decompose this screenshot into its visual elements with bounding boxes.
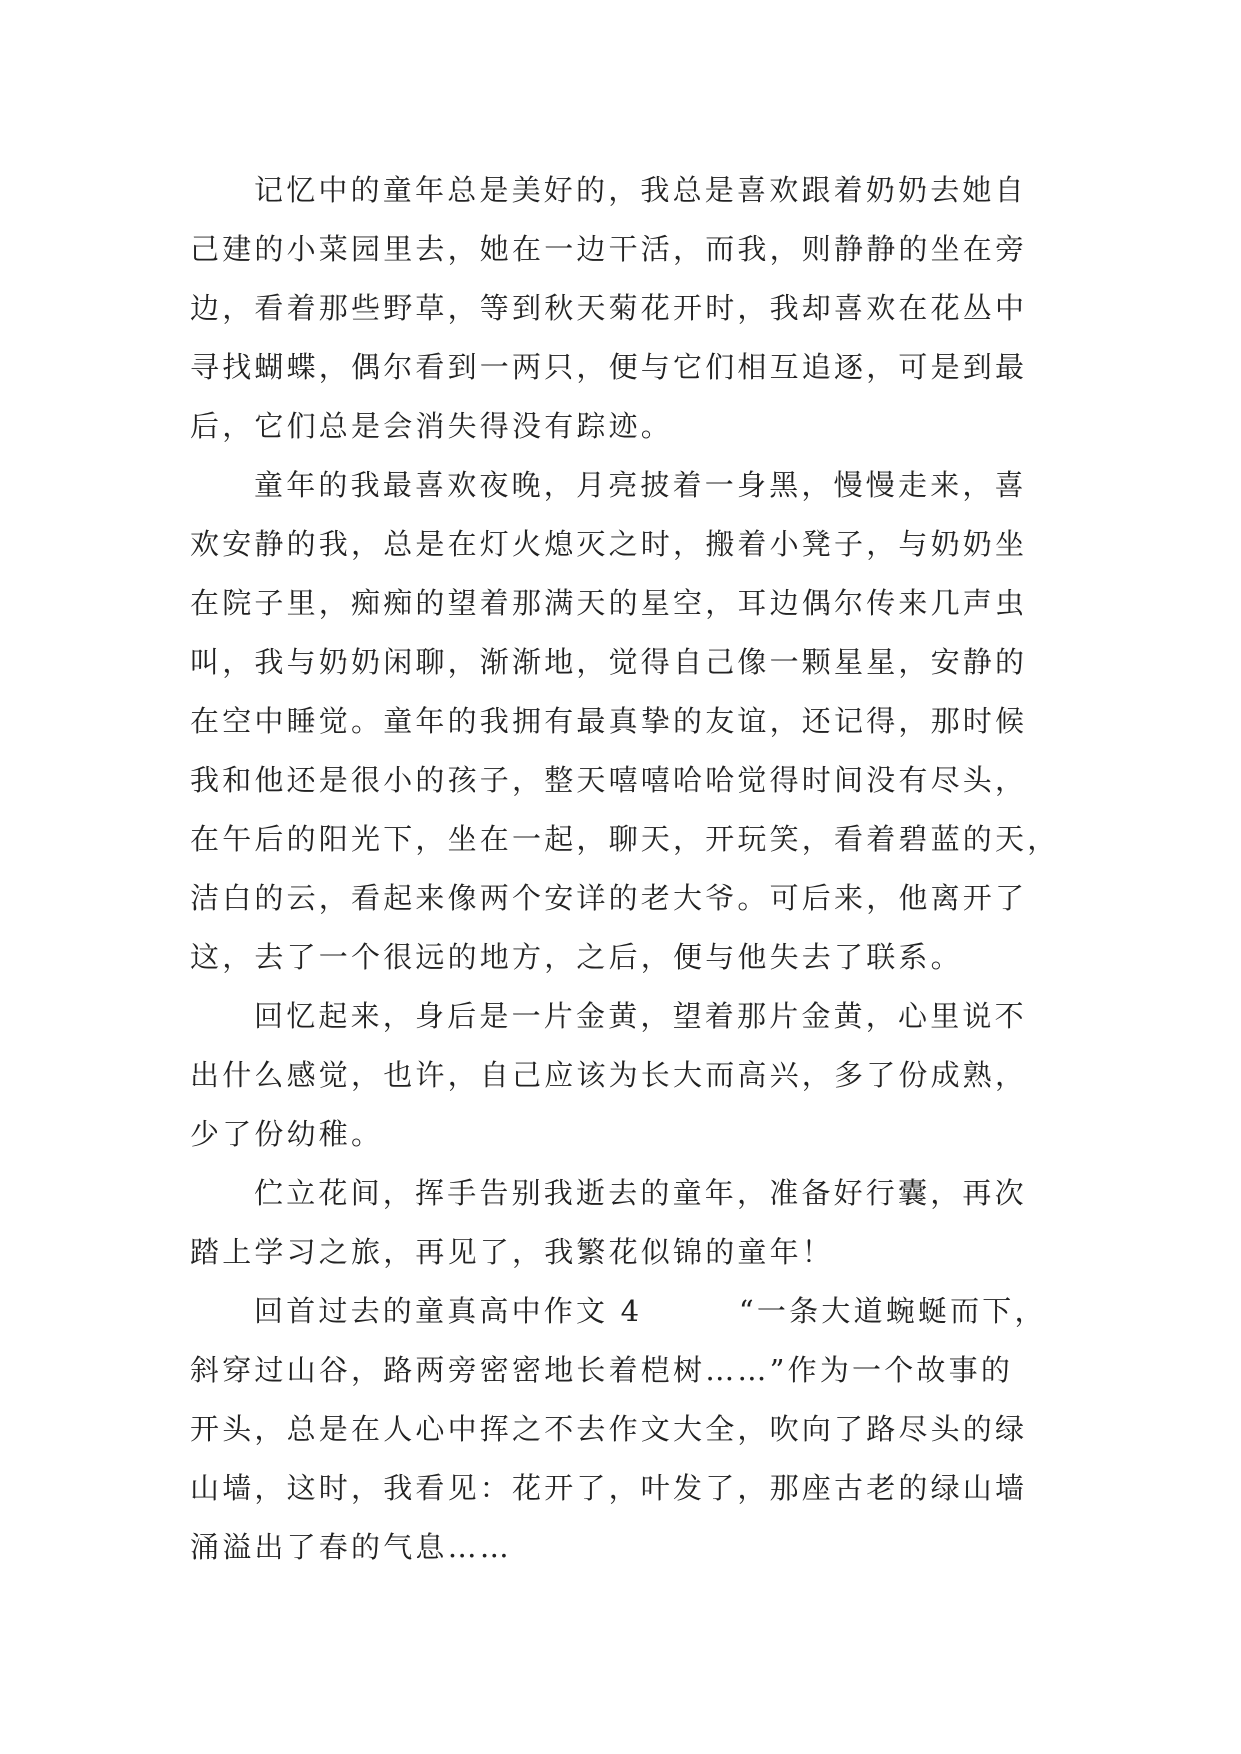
text-line: 洁白的云，看起来像两个安详的老大爷。可后来，他离开了 (190, 881, 1028, 915)
document-body (190, 161, 1070, 1577)
text-line: 后，它们总是会消失得没有踪迹。 (190, 409, 674, 443)
text-line: 回忆起来，身后是一片金黄，望着那片金黄，心里说不 (254, 999, 1027, 1033)
text-line: 斜穿过山谷，路两旁密密地长着桤树……”作为一个故事的 (190, 1353, 1014, 1387)
text-line: 山墙，这时，我看见：花开了，叶发了，那座古老的绿山墙 (190, 1471, 1028, 1505)
text-line: 伫立花间，挥手告别我逝去的童年，准备好行囊，再次 (254, 1176, 1027, 1210)
text-line: 开头，总是在人心中挥之不去作文大全，吹向了路尽头的绿 (190, 1412, 1028, 1446)
text-line: 欢安静的我，总是在灯火熄灭之时，搬着小凳子，与奶奶坐 (190, 527, 1028, 561)
text-line: 边，看着那些野草，等到秋天菊花开时，我却喜欢在花丛中 (190, 291, 1028, 325)
text-line: 涌溢出了春的气息…… (190, 1530, 513, 1564)
text-line: 这，去了一个很远的地方，之后，便与他失去了联系。 (190, 940, 963, 974)
text-line: 少了份幼稚。 (190, 1117, 384, 1151)
text-line: 叫，我与奶奶闲聊，渐渐地，觉得自己像一颗星星，安静的 (190, 645, 1028, 679)
text-line: 我和他还是很小的孩子，整天嘻嘻哈哈觉得时间没有尽头， (190, 763, 1028, 797)
text-line: 踏上学习之旅，再见了，我繁花似锦的童年！ (190, 1235, 835, 1269)
text-line: 寻找蝴蝶，偶尔看到一两只，便与它们相互追逐，可是到最 (190, 350, 1028, 384)
text-line: 回首过去的童真高中作文 4 “一条大道蜿蜒而下， (254, 1294, 1047, 1328)
text-line: 出什么感觉，也许，自己应该为长大而高兴，多了份成熟， (190, 1058, 1028, 1092)
text-line: 己建的小菜园里去，她在一边干活，而我，则静静的坐在旁 (190, 232, 1028, 266)
text-line: 童年的我最喜欢夜晚，月亮披着一身黑，慢慢走来，喜 (254, 468, 1027, 502)
text-line: 记忆中的童年总是美好的，我总是喜欢跟着奶奶去她自 (254, 173, 1027, 207)
text-line: 在院子里，痴痴的望着那满天的星空，耳边偶尔传来几声虫 (190, 586, 1028, 620)
text-line: 在午后的阳光下，坐在一起，聊天，开玩笑，看着碧蓝的天， (190, 822, 1060, 856)
text-line: 在空中睡觉。童年的我拥有最真挚的友谊，还记得，那时候 (190, 704, 1028, 738)
